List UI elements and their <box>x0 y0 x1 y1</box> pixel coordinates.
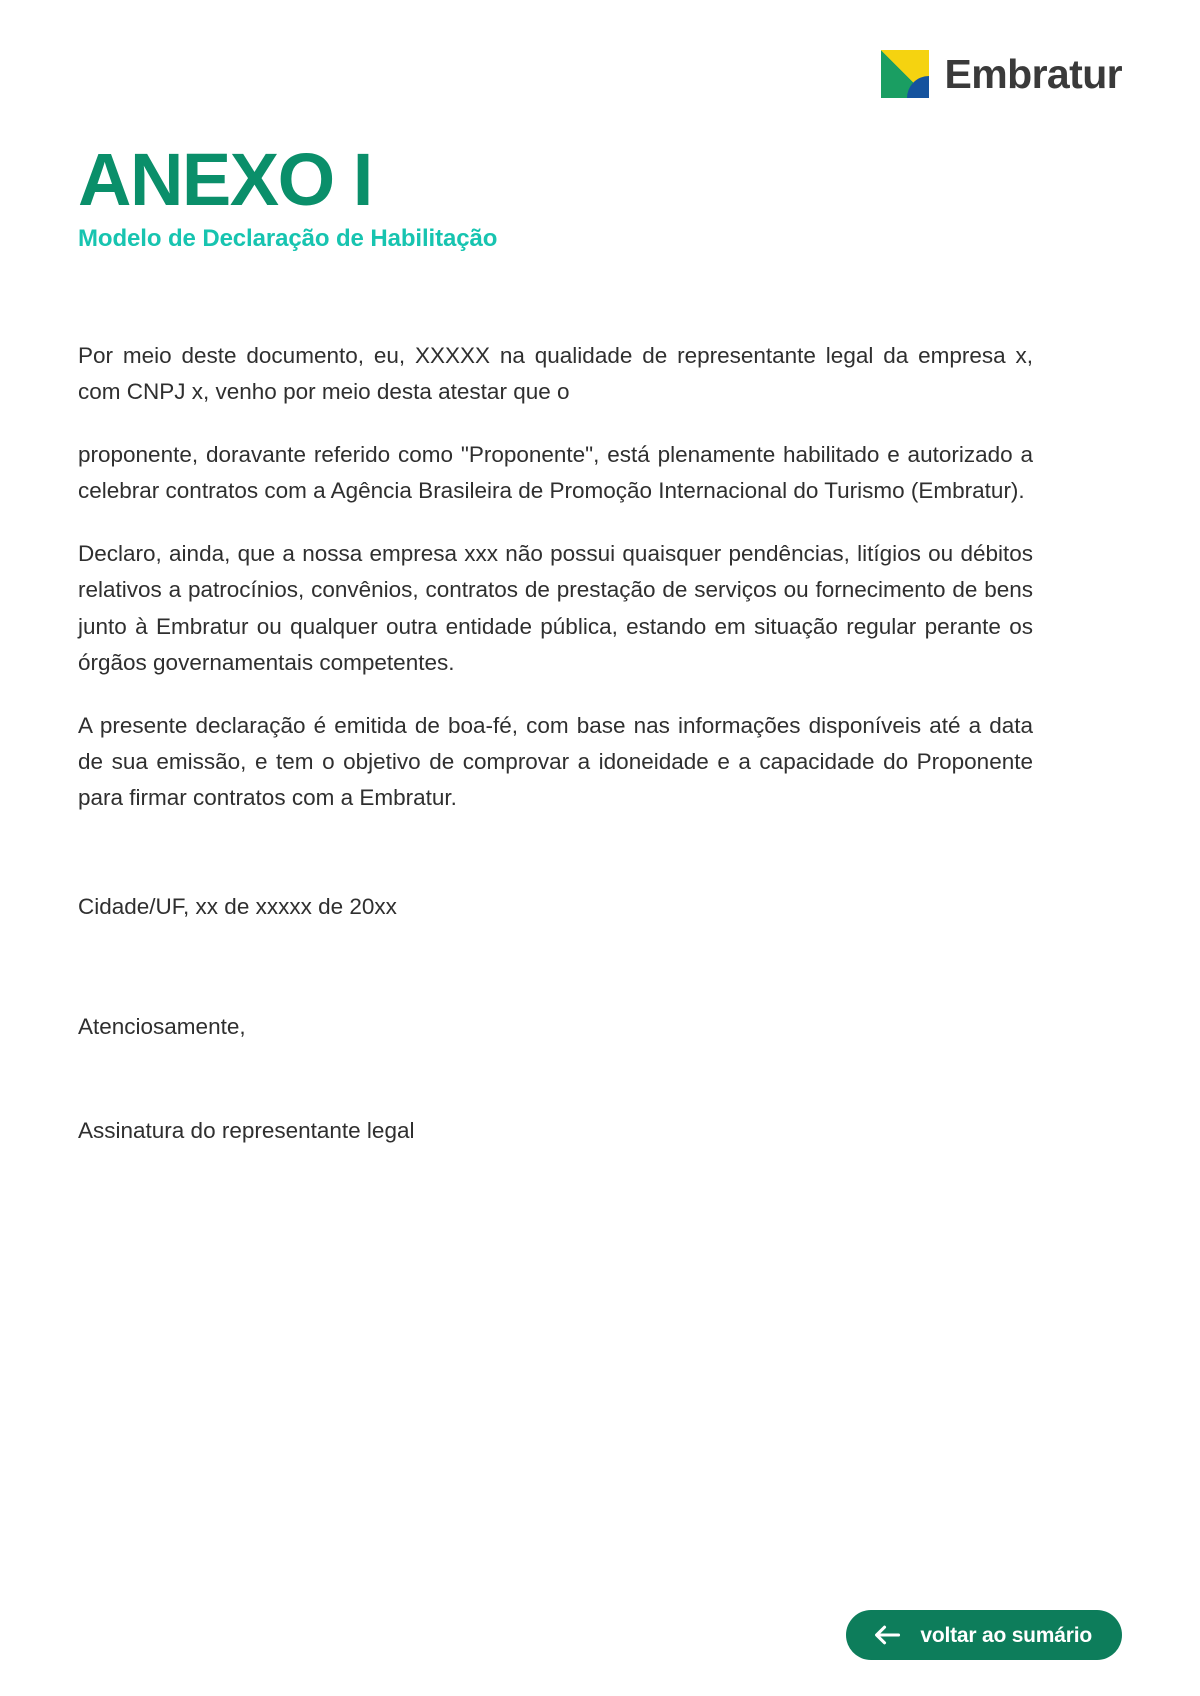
brand-wordmark: Embratur <box>944 50 1122 97</box>
signature-caption: Assinatura do representante legal <box>78 1117 415 1143</box>
embratur-logo <box>881 50 1122 98</box>
embratur-mark-icon <box>881 50 929 98</box>
page-subtitle: Modelo de Declaração de Habilitação <box>78 225 498 253</box>
title-block <box>78 138 1058 254</box>
paragraph-2: proponente, doravante referido como "Proponente", está plenamente habilitado e autorizado a celebrar contratos com a Agência Brasileira de Promoção Internacional do Turismo (Embratur). <box>78 441 1033 504</box>
back-to-summary-button[interactable] <box>846 1610 1122 1660</box>
page-title: ANEXO I <box>78 138 372 221</box>
back-to-summary-label: voltar ao sumário <box>920 1623 1092 1647</box>
paragraph-1: Por meio deste documento, eu, XXXXX na qualidade de representante legal da empresa x, com CNPJ x, venho por meio desta atestar que o <box>78 343 1033 405</box>
place-and-date: Cidade/UF, xx de xxxxx de 20xx <box>78 894 397 919</box>
paragraph-4: A presente declaração é emitida de boa-fé, com base nas informações disponíveis até a data de sua emissão, e tem o objetivo de comprovar a idoneidade e a capacidade do Proponente para firmar contratos com a Embratur. <box>78 712 1033 811</box>
signature-block <box>78 890 1033 1147</box>
arrow-left-icon <box>872 1624 902 1646</box>
spacer-after-date <box>78 924 1033 1010</box>
paragraph-3: Declaro, ainda, que a nossa empresa xxx não possui quaisquer pendências, litígios ou débitos relativos a patrocínios, convênios, contratos de prestação de serviços ou fornecimento de bens junto à Embratur ou qualquer outra entidade pública, estando em situação regular perante os órgãos governamentais competentes. <box>78 540 1033 676</box>
spacer-after-closing <box>78 1044 1033 1114</box>
closing-salutation: Atenciosamente, <box>78 1013 246 1039</box>
document-body <box>78 338 1033 843</box>
